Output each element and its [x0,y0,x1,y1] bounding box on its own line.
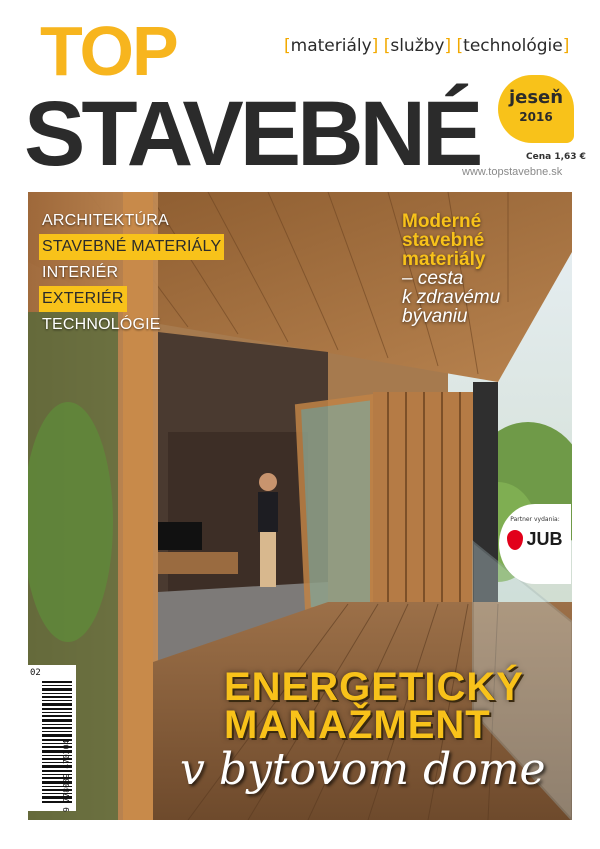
tagline-materialy: materiály [290,36,372,56]
promo-line-4: – cesta [402,268,464,289]
website-url: www.topstavebne.sk [462,166,563,178]
tagline-technologie: technológie [463,36,563,56]
promo-line-6: bývaniu [402,306,468,327]
category-interier: INTERIÉR [42,264,119,281]
year-label: 2016 [519,110,553,124]
jub-logo [499,529,571,550]
partner-brand: JUB [526,529,563,549]
logo-main: STAVEBNÉ [24,83,480,185]
paint-drop-icon [507,530,523,550]
cover-subheadline: v bytovom dome [180,744,546,795]
category-list [42,208,224,338]
promo-line-1: Moderné [402,211,482,232]
partner-label: Partner vydania: [510,516,560,523]
category-stavebne-materialy: STAVEBNÉ MATERIÁLY [39,234,224,260]
cover-headline [224,665,524,747]
partner-badge [499,504,571,584]
logo-top: TOP [40,12,177,90]
tagline: [materiály] [služby] [technológie] [284,36,570,56]
season-badge [498,75,574,143]
category-exterier: EXTERIÉR [39,286,127,312]
issue-number: 02 [30,668,41,678]
promo-text [402,212,572,326]
season-label: jeseň [508,87,564,108]
promo-line-2: stavebné [402,230,485,251]
promo-line-5: k zdravému [402,287,501,308]
category-architektura: ARCHITEKTÚRA [42,212,169,229]
barcode-number: 9 778089 470204 [62,739,71,812]
tagline-sluzby: služby [390,36,445,56]
category-technologie: TECHNOLÓGIE [42,316,161,333]
promo-line-3: materiály [402,249,486,270]
headline-line-1: ENERGETICKÝ [224,665,524,709]
headline-line-2: MANAŽMENT [224,703,491,747]
price-label: Cena 1,63 € [526,152,586,162]
